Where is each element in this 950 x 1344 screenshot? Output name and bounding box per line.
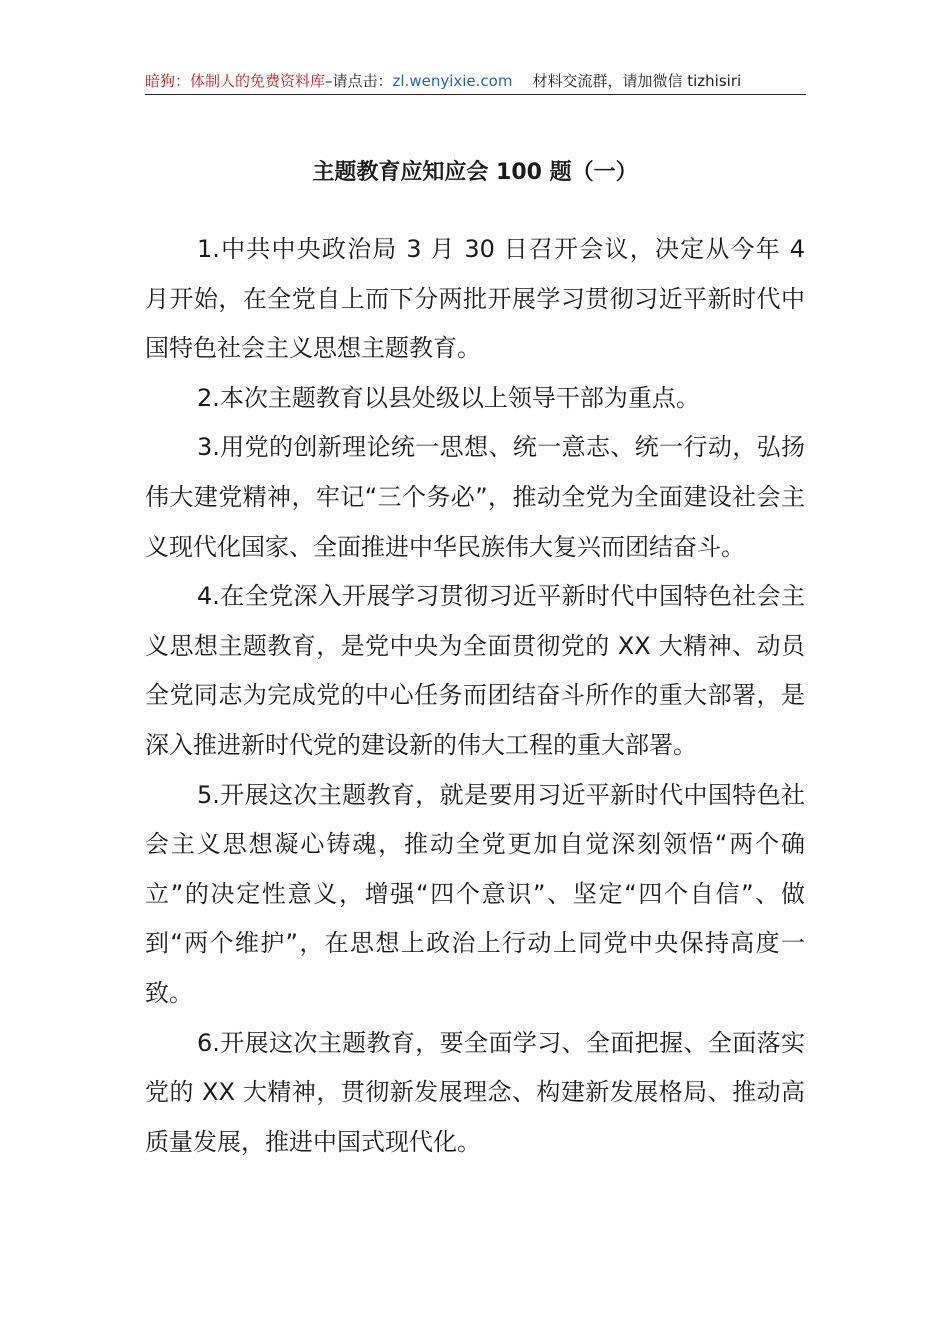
header-wechat-note: 材料交流群，请加微信 tizhisiri xyxy=(532,72,742,90)
document-body xyxy=(145,225,805,1167)
paragraph-4: 4.在全党深入开展学习贯彻习近平新时代中国特色社会主义思想主题教育，是党中央为全面贯彻党的 XX 大精神、动员全党同志为完成党的中心任务而团结奋斗所作的重大部署，是深入推进新时代党的建设新的伟大工程的重大部署。 xyxy=(145,582,805,759)
page-header xyxy=(145,70,806,95)
document-title: 主题教育应知应会 100 题（一） xyxy=(312,160,638,185)
paragraph-5: 5.开展这次主题教育，就是要用习近平新时代中国特色社会主义思想凝心铸魂，推动全党更加自觉深刻领悟“两个确立”的决定性意义，增强“四个意识”、坚定“四个自信”、做到“两个维护”，在思想上政治上行动上同党中央保持高度一致。 xyxy=(145,780,805,1007)
header-brand: 暗狗：体制人的免费资料库 xyxy=(145,72,326,90)
header-url-link[interactable]: zl.wenyixie.com xyxy=(392,72,513,90)
paragraph-2: 2.本次主题教育以县处级以上领导干部为重点。 xyxy=(197,383,700,412)
paragraph-3: 3.用党的创新理论统一思想、统一意志、统一行动，弘扬伟大建党精神，牢记“三个务必”，推动全党为全面建设社会主义现代化国家、全面推进中华民族伟大复兴而团结奋斗。 xyxy=(145,433,805,561)
header-click-prefix: –请点击： xyxy=(325,72,393,90)
paragraph-1: 1.中共中央政治局 3 月 30 日召开会议，决定从今年 4 月开始，在全党自上而下分两批开展学习贯彻习近平新时代中国特色社会主义思想主题教育。 xyxy=(145,235,805,363)
paragraph-6: 6.开展这次主题教育，要全面学习、全面把握、全面落实党的 XX 大精神，贯彻新发展理念、构建新发展格局、推动高质量发展，推进中国式现代化。 xyxy=(145,1028,805,1156)
